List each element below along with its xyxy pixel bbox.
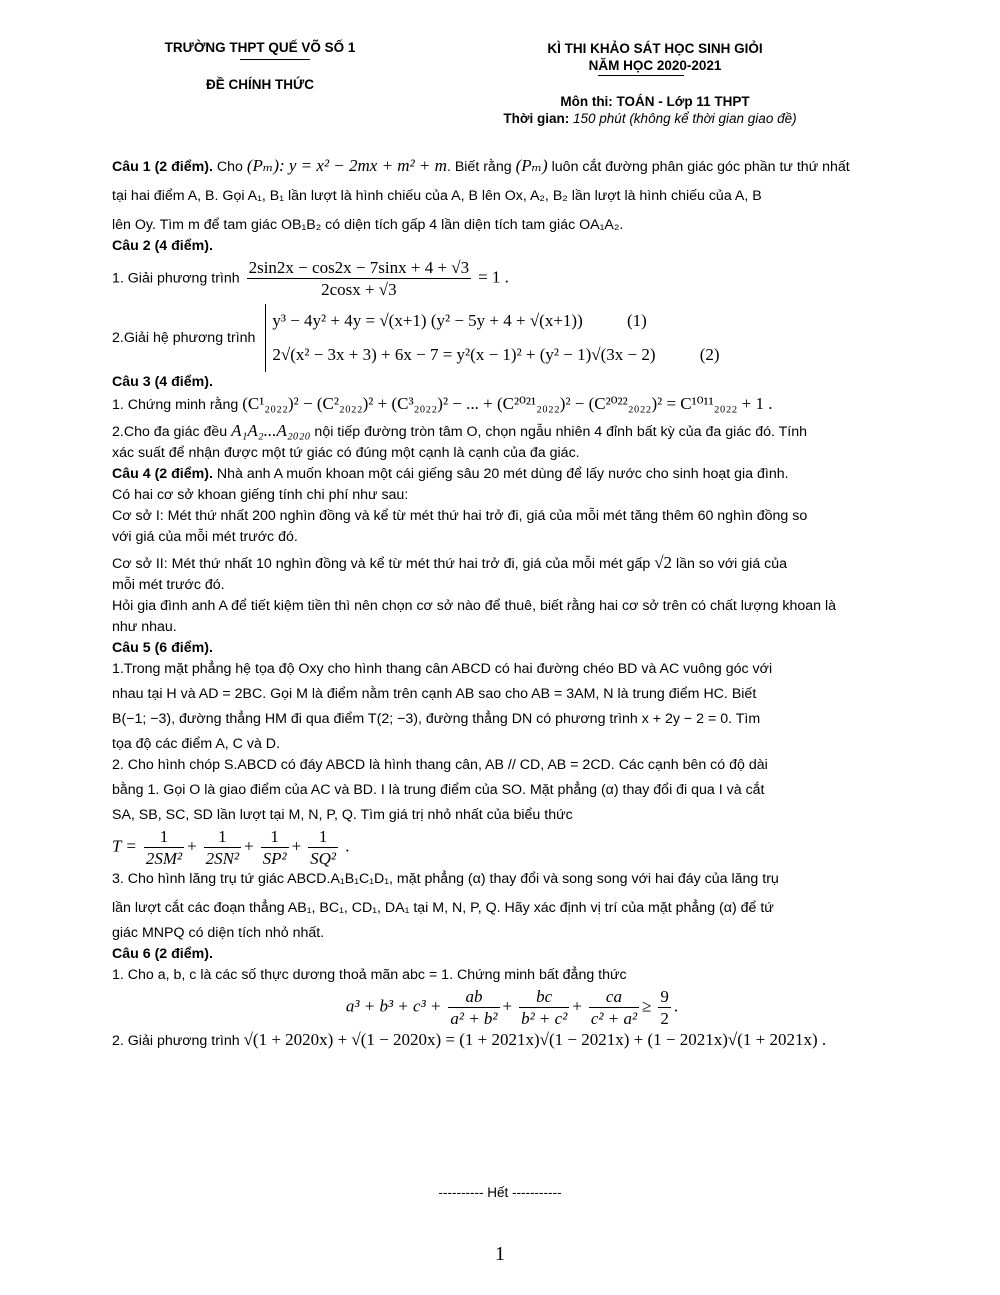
time-value: 150 phút (không kể thời gian giao đề) [573, 111, 797, 126]
q2-p1-denominator: 2cosx + √3 [321, 280, 397, 299]
q6-frac1 [448, 986, 499, 1029]
q4-sqrt2: √2 [654, 553, 673, 572]
q5-frac3-den: SP² [262, 849, 287, 868]
q2-p1-numerator: 2sin2x − cos2x − 7sinx + 4 + √3 [248, 258, 470, 277]
q3-part2-line2: xác suất để nhận được một tứ giác có đúng một cạnh là cạnh của đa giác. [112, 445, 580, 461]
q5-frac1-num: 1 [144, 826, 184, 848]
time-line [440, 111, 860, 126]
q4-text-1: Nhà anh A muốn khoan một cái giếng sâu 20 mét dùng để lấy nước cho sinh hoạt gia đình. [212, 466, 789, 482]
q1-title: Câu 1 (2 điểm). [112, 159, 213, 175]
time-label: Thời gian: [503, 111, 570, 126]
q5-title: Câu 5 (6 điểm). [112, 640, 213, 656]
q4-line3: Cơ sở I: Mét thứ nhất 200 nghìn đồng và kể từ mét thứ hai trở đi, giá của mỗi mét tăng thêm 60 nghìn đồng so [112, 508, 808, 524]
q2-p1-rhs: = 1 . [478, 267, 509, 287]
q6-p2-expression: √(1 + 2020x) + √(1 − 2020x) = (1 + 2021x)√(1 − 2021x) + (1 − 2021x)√(1 + 2021x) . [243, 1030, 827, 1049]
q1-line2: tại hai điểm A, B. Gọi A₁, B₁ lần lượt là hình chiếu của A, B lên Ox, A₂, B₂ lần lượt là hình chiếu của A, B [112, 188, 762, 204]
q6-title: Câu 6 (2 điểm). [112, 946, 213, 962]
q5-p2-line1: 2. Cho hình chóp S.ABCD có đáy ABCD là hình thang cân, AB // CD, AB = 2CD. Các cạnh bên có độ dài [112, 757, 768, 773]
q6-frac2-num: bc [519, 986, 569, 1008]
q6-frac3 [589, 986, 639, 1029]
q5-p1-line1: 1.Trong mặt phẳng hệ tọa độ Oxy cho hình thang cân ABCD có hai đường chéo BD và AC vuông góc với [112, 661, 773, 677]
school-name: TRƯỜNG THPT QUẾ VÕ SỐ 1 [164, 40, 356, 55]
q4-line7: Hỏi gia đình anh A để tiết kiệm tiền thì nên chọn cơ sở nào để thuê, biết rằng hai cơ sở trên có chất lượng khoan là [112, 598, 837, 614]
q6-frac3-num: ca [589, 986, 639, 1008]
q5-T-frac1 [144, 826, 184, 869]
q5-p3-line2: lần lượt cắt các đoạn thẳng AB₁, BC₁, CD₁, DA₁ tại M, N, P, Q. Hãy xác định vị trí của mặt phẳng (α) để tứ [112, 900, 774, 916]
school-year: NĂM HỌC 2020-2021 [588, 58, 722, 73]
q5-p3-line3: giác MNPQ có diện tích nhỏ nhất. [112, 925, 325, 941]
q5-p2-T-expression: T = $\frac{1}{\text{2SM²}}$ + $\frac{1}{\text{2SN²}}$ + $\frac{1}{\text{SP²}}$ + $\frac{1}{\text{SQ²}}$ . [112, 827, 350, 868]
q6-p2-label: 2. Giải phương trình [112, 1033, 240, 1049]
q2-title: Câu 2 (4 điểm). [112, 238, 213, 254]
q5-frac2-den: 2SN² [205, 849, 240, 868]
q5-frac4-den: SQ² [310, 849, 337, 868]
q6-frac3-den: c² + a² [590, 1009, 638, 1028]
q5-p3-line1: 3. Cho hình lăng trụ tứ giác ABCD.A₁B₁C₁D₁, mặt phẳng (α) thay đổi và song song với hai đáy của lăng trụ [112, 871, 779, 887]
q2-sys-row2 [272, 338, 719, 372]
header-right [455, 40, 855, 74]
q3-part2-line1 [112, 420, 912, 443]
q2-part1 [112, 257, 912, 300]
q3-p2-text-b: nội tiếp đường tròn tâm O, chọn ngẫu nhiên 4 đỉnh bất kỳ của đa giác đó. Tính [310, 424, 807, 440]
school-underline [240, 59, 310, 60]
q2-system [265, 304, 719, 372]
q5-p2-line3: SA, SB, SC, SD lần lượt tại M, N, P, Q. Tìm giá trị nhỏ nhất của biểu thức [112, 807, 573, 823]
q6-frac2-den: b² + c² [521, 1009, 568, 1028]
q2-part2 [112, 304, 912, 372]
q3-p2-polygon: A₁A₂...A₂₀₂₀ [231, 421, 311, 440]
q5-frac4-num: 1 [308, 826, 338, 848]
q2-p1-fraction [247, 257, 472, 300]
q6-p1-line1: 1. Cho a, b, c là các số thực dương thoả mãn abc = 1. Chứng minh bất đẳng thức [112, 967, 627, 983]
q5-p1-line4: tọa độ các điểm A, C và D. [112, 736, 280, 752]
q3-p1-expression: (C¹₂₀₂₂)² − (C²₂₀₂₂)² + (C³₂₀₂₂)² − ... + (C²⁰²¹₂₀₂₂)² − (C²⁰²²₂₀₂₂)² = C¹⁰¹¹₂₀₂₂ + 1 . [242, 394, 773, 413]
q4-line8: như nhau. [112, 619, 177, 635]
q5-p2-line2: bằng 1. Gọi O là giao điểm của AC và BD. I là trung điểm của SO. Mặt phẳng (α) thay đổi đi qua I và cắt [112, 782, 765, 798]
q5-T-frac3 [261, 826, 289, 869]
q1-math-pm: (Pₘ) [515, 156, 548, 175]
q5-T-frac2 [204, 826, 241, 869]
q2-eq1: y³ − 4y² + 4y = √(x+1) (y² − 5y + 4 + √(x+1)) [272, 311, 583, 330]
q1-math-parabola: (Pₘ): y = x² − 2mx + m² + m [246, 156, 447, 175]
q4-line2: Có hai cơ sở khoan giếng tính chi phí như sau: [112, 487, 409, 503]
q4-line5 [112, 552, 912, 575]
q4-text-5b: lần so với giá của [672, 556, 788, 572]
q1-line1 [112, 155, 912, 178]
q5-T-frac4 [308, 826, 338, 869]
q3-title: Câu 3 (4 điểm). [112, 374, 213, 390]
q6-rhs-num: 9 [660, 987, 669, 1006]
q4-title: Câu 4 (2 điểm). [112, 466, 213, 482]
q6-frac1-num: ab [448, 986, 499, 1008]
q5-frac2-num: 1 [204, 826, 241, 848]
q2-eq2-number: (2) [699, 345, 720, 364]
q2-sys-row1 [272, 304, 719, 338]
q6-part2 [112, 1029, 912, 1052]
q1-text-a: Cho [212, 159, 247, 175]
q1-text-c: luôn cắt đường phân giác góc phần tư thứ nhất [547, 159, 850, 175]
q6-rhs-den: 2 [660, 1009, 669, 1028]
q6-inequality: a³ + b³ + c³ + $\frac{ab}{\text{a² + b²}}$ + $\frac{bc}{\text{b² + c²}}$ + $\frac{ca}{\text{c² + a²}}$ ≥ $\frac{9}{2}$ . [345, 987, 679, 1028]
page-number: 1 [495, 1243, 505, 1265]
exam-content [112, 155, 912, 1052]
exam-title: KÌ THI KHẢO SÁT HỌC SINH GIỎI [547, 41, 763, 56]
q5-p1-line2: nhau tại H và AD = 2BC. Gọi M là điểm nằm trên cạnh AB sao cho AB = 3AM, N là trung điểm HC. Biết [112, 686, 757, 702]
q6-frac1-den: a² + b² [450, 1009, 498, 1028]
q5-T-label: T = [112, 836, 137, 856]
q4-line1 [112, 464, 912, 485]
end-marker: ---------- Hết ----------- [438, 1185, 562, 1200]
q2-p2-label: 2.Giải hệ phương trình [112, 329, 256, 346]
q3-part1 [112, 393, 912, 416]
q6-lhs: a³ + b³ + c³ + [345, 996, 442, 1016]
q6-frac2 [519, 986, 569, 1029]
q5-frac1-den: 2SM² [145, 849, 183, 868]
q3-p1-label: 1. Chứng minh rằng [112, 397, 239, 413]
q2-eq2: 2√(x² − 3x + 3) + 6x − 7 = y²(x − 1)² + (y² − 1)√(3x − 2) [272, 345, 656, 364]
q1-line3: lên Oy. Tìm m để tam giác OB₁B₂ có diện tích gấp 4 lần diện tích tam giác OA₁A₂. [112, 217, 624, 233]
q6-rhs [658, 986, 671, 1029]
q4-line4: với giá của mỗi mét trước đó. [112, 529, 298, 545]
q4-line6: mỗi mét trước đó. [112, 577, 225, 593]
q4-text-5a: Cơ sở II: Mét thứ nhất 10 nghìn đồng và kể từ mét thứ hai trở đi, giá của mỗi mét gấp [112, 556, 655, 572]
q5-frac3-num: 1 [261, 826, 289, 848]
q1-text-b: . Biết rằng [446, 159, 516, 175]
subject-line: Môn thi: TOÁN - Lớp 11 THPT [560, 94, 750, 109]
q2-eq1-number: (1) [627, 311, 647, 330]
official-label: ĐỀ CHÍNH THỨC [206, 77, 314, 92]
year-underline [598, 75, 684, 76]
q5-p1-line3: B(−1; −3), đường thẳng HM đi qua điểm T(2; −3), đường thẳng DN có phương trình x + 2y − 2 = 0. Tìm [112, 711, 761, 727]
header-left [130, 40, 390, 92]
q3-p2-text-a: 2.Cho đa giác đều [112, 424, 232, 440]
q2-p1-label: 1. Giải phương trình [112, 270, 240, 287]
